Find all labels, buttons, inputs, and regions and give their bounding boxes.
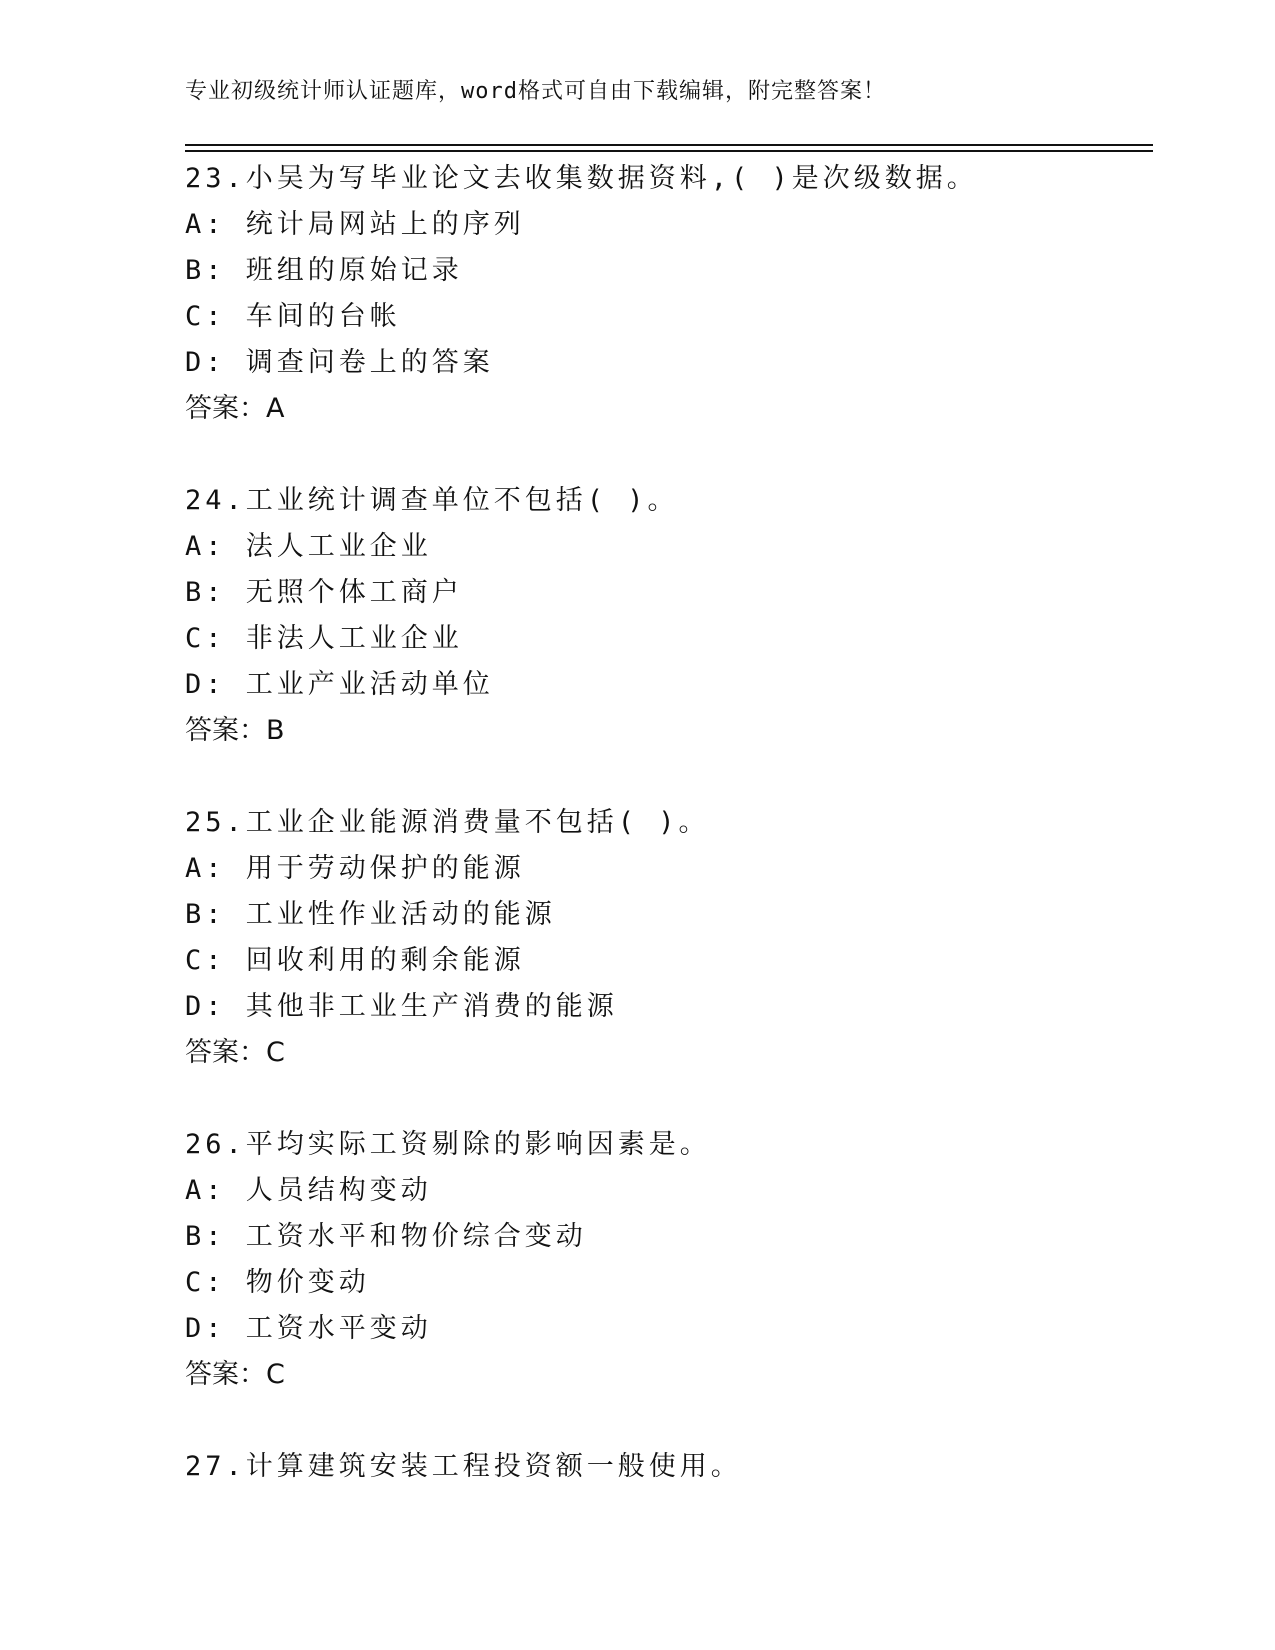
option-c: C: 回收利用的剩余能源: [185, 945, 525, 976]
page-header: 专业初级统计师认证题库，word格式可自由下载编辑，附完整答案！: [185, 79, 886, 104]
question-stem: 23.小吴为写毕业论文去收集数据资料,( )是次级数据。: [185, 163, 978, 194]
option-a: A: 人员结构变动: [185, 1175, 432, 1206]
option-a: A: 用于劳动保护的能源: [185, 853, 525, 884]
header-rule-top: [185, 144, 1153, 146]
question-23: [185, 156, 1145, 478]
question-25: [185, 800, 1145, 1122]
question-spacer: [185, 1076, 1145, 1122]
question-stem: 24.工业统计调查单位不包括( )。: [185, 485, 679, 516]
header-rule-bottom: [185, 150, 1153, 152]
option-c: C: 物价变动: [185, 1267, 370, 1298]
option-d: D: 工业产业活动单位: [185, 669, 494, 700]
question-stem: 26.平均实际工资剔除的影响因素是。: [185, 1129, 711, 1160]
option-c: C: 车间的台帐: [185, 301, 401, 332]
option-b: B: 工业性作业活动的能源: [185, 899, 556, 930]
answer: 答案：B: [185, 715, 285, 746]
option-a: A: 法人工业企业: [185, 531, 432, 562]
option-c: C: 非法人工业企业: [185, 623, 463, 654]
question-stem: 27.计算建筑安装工程投资额一般使用。: [185, 1451, 742, 1482]
option-b: B: 班组的原始记录: [185, 255, 463, 286]
answer: 答案：A: [185, 393, 285, 424]
option-a: A: 统计局网站上的序列: [185, 209, 525, 240]
option-b: B: 无照个体工商户: [185, 577, 463, 608]
question-27: [185, 1444, 1145, 1490]
question-spacer: [185, 1398, 1145, 1444]
question-spacer: [185, 754, 1145, 800]
question-stem: 25.工业企业能源消费量不包括( )。: [185, 807, 710, 838]
question-24: [185, 478, 1145, 800]
question-list: [185, 156, 1145, 1490]
option-b: B: 工资水平和物价综合变动: [185, 1221, 587, 1252]
option-d: D: 调查问卷上的答案: [185, 347, 494, 378]
answer: 答案：C: [185, 1037, 285, 1068]
answer: 答案：C: [185, 1359, 285, 1390]
option-d: D: 工资水平变动: [185, 1313, 432, 1344]
question-spacer: [185, 432, 1145, 478]
option-d: D: 其他非工业生产消费的能源: [185, 991, 618, 1022]
question-26: [185, 1122, 1145, 1444]
